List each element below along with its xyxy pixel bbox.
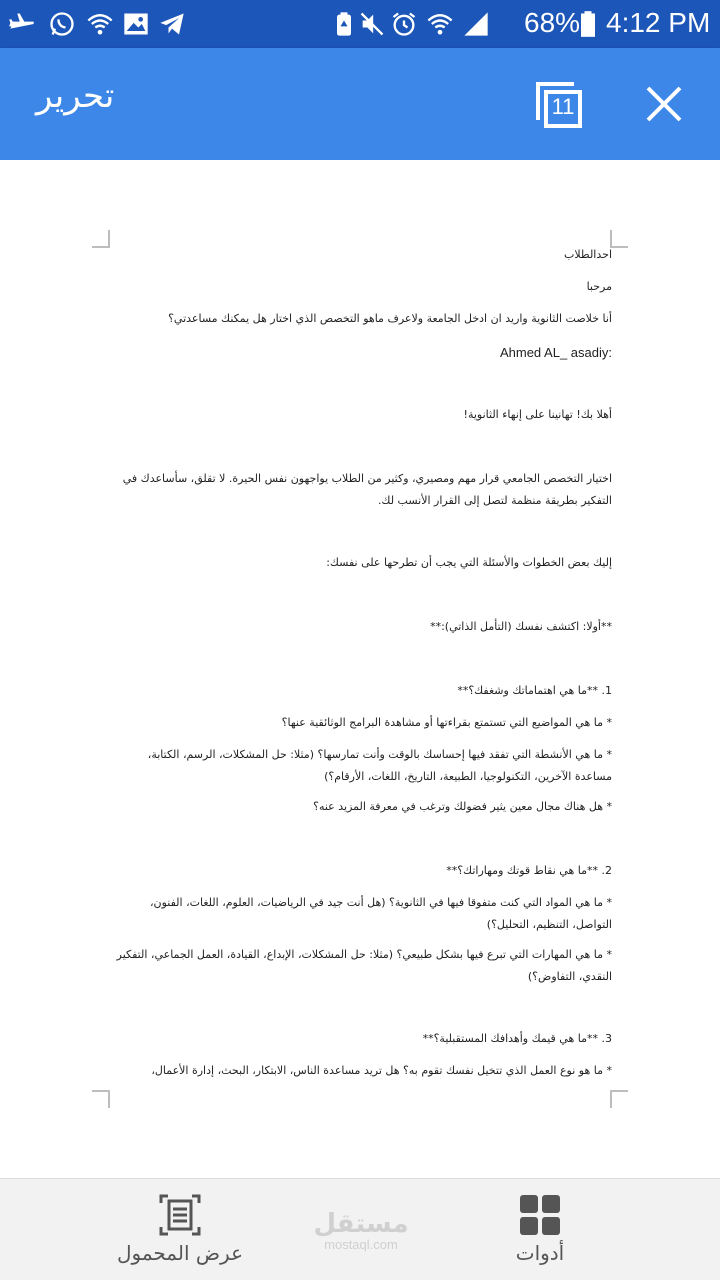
page-title: تحرير <box>36 76 115 116</box>
signal-icon <box>462 10 490 38</box>
battery-percent: 68% <box>524 7 581 38</box>
whatsapp-icon <box>48 10 76 38</box>
doc-heading: **أولا: اكتشف نفسك (التأمل الذاتي):** <box>430 620 612 633</box>
doc-line: أهلا بك! تهانينا على إنهاء الثانوية! <box>463 408 612 421</box>
telegram-icon <box>158 10 186 38</box>
battery-saver-icon <box>330 10 358 38</box>
mute-icon <box>358 10 386 38</box>
status-bar <box>0 0 720 48</box>
watermark: مستقل mostaql.com <box>313 1209 409 1252</box>
close-icon <box>642 82 686 126</box>
mobile-view-button[interactable] <box>110 1179 250 1280</box>
doc-paragraph: اختيار التخصص الجامعي قرار مهم ومصيري، وكثير من الطلاب يواجهون نفس الحيرة. لا تقلق، سأساعدك في التفكير بطريقة منظمة لتصل إلى القرار الأنسب لك. <box>122 472 612 507</box>
doc-list-heading: 2. **ما هي نقاط قوتك ومهاراتك؟** <box>446 864 612 877</box>
page-count: 11 <box>551 94 575 119</box>
bottom-bar <box>0 1178 720 1280</box>
tools-label: أدوات <box>515 1241 565 1265</box>
doc-line: مرحبا <box>586 280 612 293</box>
alarm-icon <box>390 10 418 38</box>
doc-bullet: * ما هي الأنشطة التي تفقد فيها إحساسك بالوقت وأنت تمارسها؟ (مثلا: حل المشكلات، الرسم، الكتابة، مساعدة الآخرين، التكنولوجيا، الطبيعة، التاريخ، اللغات، الأرقام؟) <box>147 748 612 783</box>
doc-bullet: * ما هي المواضيع التي تستمتع بقراءتها أو مشاهدة البرامج الوثائقية عنها؟ <box>281 716 612 729</box>
doc-bullet: * هل هناك مجال معين يثير فضولك وترغب في معرفة المزيد عنه؟ <box>313 800 612 813</box>
wifi-question-icon <box>86 10 114 38</box>
close-button[interactable] <box>642 82 686 126</box>
image-icon <box>122 10 150 38</box>
tools-grid-icon <box>518 1193 562 1237</box>
document-view[interactable] <box>0 160 720 1178</box>
wifi-icon <box>426 10 454 38</box>
doc-line: إليك بعض الخطوات والأسئلة التي يجب أن تطرحها على نفسك: <box>326 556 612 569</box>
battery-icon <box>578 10 598 38</box>
doc-author: Ahmed AL_ asadiy: <box>499 345 612 360</box>
mobile-view-label: عرض المحمول <box>116 1241 244 1265</box>
tools-button[interactable] <box>490 1179 590 1280</box>
crop-corner-bottom-left <box>92 1090 110 1108</box>
page-count-button[interactable] <box>536 82 584 130</box>
doc-list-heading: 3. **ما هي قيمك وأهدافك المستقبلية؟** <box>422 1032 612 1045</box>
crop-corner-top-right <box>610 230 628 248</box>
airplane-icon <box>8 10 36 38</box>
crop-corner-top-left <box>92 230 110 248</box>
doc-list-heading: 1. **ما هي اهتماماتك وشغفك؟** <box>457 684 612 697</box>
doc-line: احدالطلاب <box>564 248 612 261</box>
crop-corner-bottom-right <box>610 1090 628 1108</box>
clock: 4:12 PM <box>606 7 711 38</box>
mobile-view-icon <box>158 1193 202 1237</box>
app-bar <box>0 48 720 160</box>
doc-line: أنا خلاصت الثانوية واريد ان ادخل الجامعة ولاعرف ماهو التخصص الذي اختار هل يمكنك مساعدتي؟ <box>168 312 612 325</box>
doc-bullet: * ما هي المهارات التي تبرع فيها بشكل طبيعي؟ (مثلا: حل المشكلات، الإبداع، القيادة، العمل الجماعي، التفكير النقدي، التفاوض؟) <box>116 948 612 983</box>
doc-bullet: * ما هي المواد التي كنت متفوقا فيها في الثانوية؟ (هل أنت جيد في الرياضيات، العلوم، اللغات، الفنون، التواصل، التنظيم، التحليل؟) <box>149 896 612 931</box>
doc-bullet: * ما هو نوع العمل الذي تتخيل نفسك تقوم به؟ هل تريد مساعدة الناس، الابتكار، البحث، إدارة الأعمال، <box>151 1064 612 1077</box>
